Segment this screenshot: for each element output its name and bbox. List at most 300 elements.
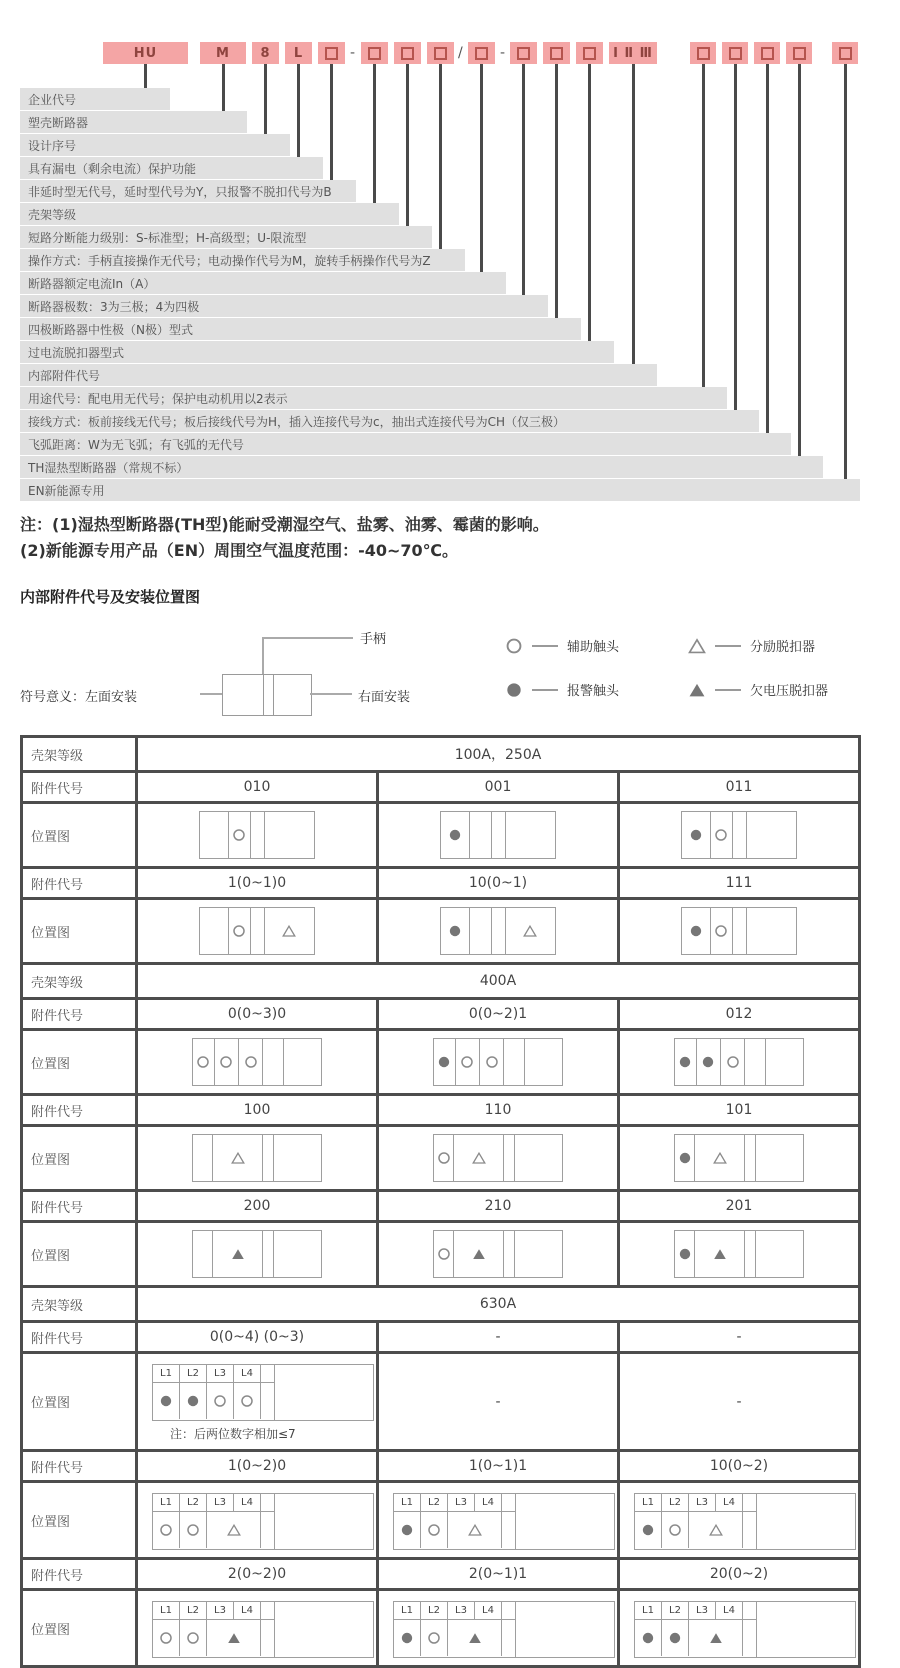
alarm-contact-icon xyxy=(448,924,462,938)
diagram-cell xyxy=(193,1135,213,1181)
accessory-code-row xyxy=(22,1322,860,1353)
code-label-text: 非延时型无代号，延时型代号为Y，只报警不脱扣代号为B xyxy=(28,184,332,199)
diagram-cell xyxy=(207,1383,234,1419)
alarm-contact-icon xyxy=(400,1523,414,1537)
leader-line xyxy=(844,64,847,479)
shunt-release-icon xyxy=(713,1151,727,1165)
position-diagram-cell xyxy=(137,1482,378,1559)
code-box-square xyxy=(468,42,495,64)
undervoltage-release-icon xyxy=(688,681,706,699)
code-placeholder-square-icon xyxy=(550,47,563,60)
code-box: M xyxy=(200,42,246,64)
pole-label: L2 xyxy=(421,1602,448,1619)
diagram-cell xyxy=(504,1135,514,1181)
position-diagram-cell xyxy=(378,1126,619,1191)
pole-label: L2 xyxy=(180,1365,207,1382)
accessory-table-body xyxy=(22,737,860,1667)
code-label-text: 用途代号：配电用无代号；保护电动机用以2表示 xyxy=(28,391,288,406)
diagram-cell xyxy=(454,1135,504,1181)
code-label-text: 飞弧距离：W为无飞弧；有飞弧的无代号 xyxy=(28,437,244,452)
pole-label: L2 xyxy=(421,1494,448,1511)
accessory-code-cell: 10(0~2) xyxy=(619,1451,860,1482)
code-placeholder-square-icon xyxy=(475,47,488,60)
alarm-contact-icon xyxy=(689,924,703,938)
aux-contact-icon xyxy=(159,1631,173,1645)
diagram-cell xyxy=(421,1620,448,1656)
pole-label: L4 xyxy=(716,1602,743,1619)
position-row xyxy=(22,1482,860,1559)
accessory-code-label: 附件代号 xyxy=(22,1559,137,1590)
position-diagram-cell xyxy=(378,1590,619,1667)
accessory-code-cell: 10(0~1) xyxy=(378,868,619,899)
diagram-cell xyxy=(274,1135,321,1181)
code-box-square xyxy=(394,42,421,64)
diagram-cell xyxy=(506,812,555,858)
leader-line xyxy=(632,64,635,364)
accessory-code-cell: 001 xyxy=(378,772,619,803)
accessory-code-cell: 111 xyxy=(619,868,860,899)
diagram-cell xyxy=(213,1135,263,1181)
position-diagram-cell xyxy=(137,1030,378,1095)
pole-label: L4 xyxy=(234,1494,261,1511)
handle-leader-line xyxy=(263,637,353,639)
accessory-code-cell: 100 xyxy=(137,1095,378,1126)
position-diagram-cell xyxy=(137,899,378,964)
accessory-code-cell: 012 xyxy=(619,999,860,1030)
diagram-cell xyxy=(756,1135,803,1181)
frame-level-label: 壳架等级 xyxy=(22,964,137,999)
alarm-contact-icon xyxy=(678,1055,692,1069)
pole-label: L3 xyxy=(207,1365,234,1382)
position-diagram xyxy=(199,907,315,955)
leader-line xyxy=(766,64,769,433)
diagram-cell xyxy=(434,1135,454,1181)
aux-contact-icon xyxy=(485,1055,499,1069)
note-line-2: (2)新能源专用产品（EN）周围空气温度范围：-40~70℃。 xyxy=(20,541,459,560)
pole-label: L4 xyxy=(475,1602,502,1619)
code-box-square xyxy=(427,42,454,64)
accessory-code-cell: 2(0~1)1 xyxy=(378,1559,619,1590)
undervoltage-release-icon xyxy=(713,1247,727,1261)
aux-contact-icon xyxy=(427,1631,441,1645)
frame-level-row xyxy=(22,1287,860,1322)
diagram-cell xyxy=(515,1135,562,1181)
diagram-cell xyxy=(506,908,555,954)
legend-item-label: 欠电压脱扣器 xyxy=(750,684,829,699)
position-row xyxy=(22,1353,860,1451)
position-diagram xyxy=(440,907,556,955)
diagram-cell xyxy=(635,1620,662,1656)
code-label-bar xyxy=(20,134,290,156)
code-label-text: EN新能源专用 xyxy=(28,483,105,498)
aux-contact-icon xyxy=(505,637,523,655)
frame-level-label: 壳架等级 xyxy=(22,1287,137,1322)
leader-line xyxy=(798,64,801,456)
note-line-1: 注：(1)湿热型断路器(TH型)能耐受潮湿空气、盐雾、油雾、霉菌的影响。 xyxy=(20,515,549,534)
shunt-release-icon xyxy=(282,924,296,938)
leader-line xyxy=(222,64,225,111)
code-box: L xyxy=(285,42,312,64)
position-label: 位置图 xyxy=(22,1126,137,1191)
code-label-text: 断路器极数：3为三极；4为四极 xyxy=(28,299,200,314)
code-placeholder-square-icon xyxy=(839,47,852,60)
legend-dash-line xyxy=(715,645,741,647)
accessory-code-cell: 200 xyxy=(137,1191,378,1222)
position-diagram xyxy=(152,1364,374,1421)
accessory-code-label: 附件代号 xyxy=(22,1191,137,1222)
undervoltage-release-icon xyxy=(468,1631,482,1645)
alarm-contact-icon xyxy=(678,1247,692,1261)
code-box-square xyxy=(722,42,748,64)
pole-label: L1 xyxy=(153,1602,180,1619)
code-box-square xyxy=(690,42,716,64)
alarm-contact-icon xyxy=(505,681,523,699)
handle-label: 手柄 xyxy=(360,632,387,647)
aux-contact-icon xyxy=(460,1055,474,1069)
code-box-square xyxy=(832,42,858,64)
position-diagram xyxy=(681,811,797,859)
alarm-contact-icon xyxy=(668,1631,682,1645)
leader-line xyxy=(330,64,333,180)
aux-contact-icon xyxy=(437,1247,451,1261)
pole-label: L4 xyxy=(716,1494,743,1511)
position-label: 位置图 xyxy=(22,1482,137,1559)
accessory-code-row xyxy=(22,1191,860,1222)
diagram-cell xyxy=(456,1039,480,1085)
code-box-square xyxy=(754,42,780,64)
accessory-code-row xyxy=(22,868,860,899)
pole-label: L2 xyxy=(180,1602,207,1619)
diagram-cell xyxy=(180,1620,207,1656)
diagram-cell xyxy=(492,908,506,954)
diagram-cell xyxy=(504,1231,514,1277)
position-diagram-cell xyxy=(137,1126,378,1191)
accessory-code-cell: 0(0~4) (0~3) xyxy=(137,1322,378,1353)
diagram-cell xyxy=(180,1383,207,1419)
position-diagram xyxy=(393,1493,615,1550)
position-diagram xyxy=(433,1230,563,1278)
code-label-bar xyxy=(20,341,614,363)
accessory-code-cell: - xyxy=(378,1322,619,1353)
diagram-cell xyxy=(229,908,252,954)
pole-label: L2 xyxy=(662,1494,689,1511)
code-label-bar xyxy=(20,456,823,478)
code-box: HU xyxy=(103,42,188,64)
accessory-code-row xyxy=(22,999,860,1030)
pole-label: L1 xyxy=(153,1365,180,1382)
code-box-square xyxy=(318,42,345,64)
code-placeholder-square-icon xyxy=(325,47,338,60)
position-diagram-cell xyxy=(378,899,619,964)
position-diagram-cell xyxy=(137,1353,378,1451)
legend-dash-line xyxy=(715,689,741,691)
code-label-bar xyxy=(20,249,465,271)
position-diagram-cell xyxy=(378,1482,619,1559)
code-placeholder-square-icon xyxy=(761,47,774,60)
code-label-text: 过电流脱扣器型式 xyxy=(28,345,125,360)
undervoltage-release-icon xyxy=(709,1631,723,1645)
diagram-cell xyxy=(263,1039,283,1085)
pole-label: L3 xyxy=(207,1602,234,1619)
diagram-cell xyxy=(525,1039,562,1085)
code-label-text: 四极断路器中性极（N极）型式 xyxy=(28,322,193,337)
legend-item-label: 辅助触头 xyxy=(567,640,620,655)
position-diagram xyxy=(152,1601,374,1658)
accessory-table xyxy=(20,735,861,1668)
code-separator: / xyxy=(458,45,463,61)
diagram-cell xyxy=(200,908,229,954)
code-label-text: TH湿热型断路器（常规不标） xyxy=(28,460,189,475)
diagram-cell xyxy=(263,1135,273,1181)
legend-item xyxy=(505,636,619,655)
diagram-cell xyxy=(745,1039,765,1085)
pole-label: L1 xyxy=(635,1494,662,1511)
position-diagram-cell xyxy=(378,803,619,868)
position-diagram xyxy=(192,1134,322,1182)
accessory-code-label: 附件代号 xyxy=(22,1451,137,1482)
diagram-cell xyxy=(434,1231,454,1277)
diagram-cell xyxy=(193,1039,215,1085)
code-label-bar xyxy=(20,226,432,248)
code-label-bar xyxy=(20,88,170,110)
code-label-bar xyxy=(20,479,860,501)
position-label: 位置图 xyxy=(22,899,137,964)
code-label-text: 接线方式：板前接线无代号；板后接线代号为H，插入连接代号为c，抽出式连接代号为CH（仅三极） xyxy=(28,414,566,429)
diagram-cell xyxy=(689,1512,743,1548)
aux-contact-icon xyxy=(232,828,246,842)
code-label-bar xyxy=(20,272,506,294)
diagram-cell xyxy=(492,812,506,858)
position-label: 位置图 xyxy=(22,1353,137,1451)
leader-line xyxy=(439,64,442,249)
accessory-code-label: 附件代号 xyxy=(22,1095,137,1126)
code-label-bar xyxy=(20,203,399,225)
code-placeholder-square-icon xyxy=(697,47,710,60)
diagram-cell xyxy=(229,812,252,858)
code-label-bar xyxy=(20,111,247,133)
aux-contact-icon xyxy=(232,924,246,938)
alarm-contact-icon xyxy=(159,1394,173,1408)
diagram-cell xyxy=(695,1135,745,1181)
diagram-cell xyxy=(747,812,796,858)
diagram-cell xyxy=(274,1231,321,1277)
leader-line xyxy=(406,64,409,226)
position-row xyxy=(22,1030,860,1095)
diagram-cell xyxy=(153,1512,180,1548)
position-diagram-cell: - xyxy=(378,1353,619,1451)
alarm-contact-icon xyxy=(400,1631,414,1645)
position-diagram xyxy=(674,1134,804,1182)
position-diagram xyxy=(440,811,556,859)
aux-contact-icon xyxy=(159,1523,173,1537)
accessory-code-label: 附件代号 xyxy=(22,1322,137,1353)
section-title: 内部附件代号及安装位置图 xyxy=(20,588,201,606)
code-placeholder-square-icon xyxy=(401,47,414,60)
pole-label: L3 xyxy=(689,1602,716,1619)
diagram-cell xyxy=(745,1135,755,1181)
accessory-code-cell: 0(0~2)1 xyxy=(378,999,619,1030)
diagram-cell xyxy=(675,1039,697,1085)
position-diagram xyxy=(674,1230,804,1278)
code-label-text: 设计序号 xyxy=(28,138,77,153)
position-diagram xyxy=(674,1038,804,1086)
diagram-cell xyxy=(234,1383,261,1419)
diagram-cell xyxy=(193,1231,213,1277)
aux-contact-icon xyxy=(186,1631,200,1645)
pole-label: L3 xyxy=(207,1494,234,1511)
position-diagram xyxy=(152,1493,374,1550)
code-label-bar xyxy=(20,295,548,317)
diagram-cell xyxy=(200,812,229,858)
shunt-release-icon xyxy=(231,1151,245,1165)
code-label-bar xyxy=(20,410,759,432)
code-box-square xyxy=(510,42,537,64)
position-diagram-cell xyxy=(137,1590,378,1667)
diagram-cell xyxy=(662,1512,689,1548)
shunt-release-icon xyxy=(227,1523,241,1537)
right-install-line xyxy=(310,693,352,695)
position-diagram-cell xyxy=(619,1482,860,1559)
position-label: 位置图 xyxy=(22,1222,137,1287)
frame-level-label: 壳架等级 xyxy=(22,737,137,772)
position-diagram xyxy=(433,1038,563,1086)
position-diagram-cell xyxy=(378,1222,619,1287)
diagram-cell xyxy=(470,812,493,858)
undervoltage-release-icon xyxy=(231,1247,245,1261)
diagram-cell xyxy=(695,1231,745,1277)
frame-level-row xyxy=(22,964,860,999)
aux-contact-icon xyxy=(427,1523,441,1537)
undervoltage-release-icon xyxy=(227,1631,241,1645)
diagram-cell xyxy=(441,812,470,858)
frame-level-value: 400A xyxy=(137,964,860,999)
code-label-bar xyxy=(20,364,657,386)
code-placeholder-square-icon xyxy=(729,47,742,60)
leader-line xyxy=(588,64,591,341)
legend-item xyxy=(688,636,815,655)
shunt-release-icon xyxy=(709,1523,723,1537)
pole-label: L1 xyxy=(635,1602,662,1619)
diagram-cell xyxy=(721,1039,745,1085)
diagram-cell xyxy=(421,1512,448,1548)
aux-contact-icon xyxy=(186,1523,200,1537)
diagram-cell xyxy=(239,1039,263,1085)
code-label-text: 断路器额定电流In（A） xyxy=(28,276,156,291)
diagram-cell xyxy=(635,1512,662,1548)
position-label: 位置图 xyxy=(22,1030,137,1095)
position-diagram-cell xyxy=(137,803,378,868)
pole-label: L3 xyxy=(448,1602,475,1619)
shunt-release-icon xyxy=(472,1151,486,1165)
diagram-cell xyxy=(153,1383,180,1419)
accessory-code-cell: 1(0~1)1 xyxy=(378,1451,619,1482)
pole-label: L1 xyxy=(153,1494,180,1511)
position-diagram-cell xyxy=(137,1222,378,1287)
aux-contact-icon xyxy=(240,1394,254,1408)
accessory-code-cell: - xyxy=(619,1322,860,1353)
legend xyxy=(0,620,900,730)
code-placeholder-square-icon xyxy=(793,47,806,60)
diagram-cell xyxy=(733,812,747,858)
code-label-text: 壳架等级 xyxy=(28,207,77,222)
code-box: Ⅰ Ⅱ Ⅲ xyxy=(609,42,657,64)
code-label-text: 内部附件代号 xyxy=(28,368,101,383)
code-placeholder-square-icon xyxy=(517,47,530,60)
diagram-cell xyxy=(675,1135,695,1181)
position-diagram xyxy=(681,907,797,955)
code-placeholder-square-icon xyxy=(434,47,447,60)
code-label-bar xyxy=(20,157,323,179)
leader-line xyxy=(297,64,300,157)
aux-contact-icon xyxy=(714,924,728,938)
alarm-contact-icon xyxy=(641,1523,655,1537)
legend-item xyxy=(505,680,619,699)
leader-line xyxy=(480,64,483,272)
diagram-cell xyxy=(675,1231,695,1277)
position-diagram xyxy=(634,1601,856,1658)
accessory-code-label: 附件代号 xyxy=(22,772,137,803)
diagram-note: 注：后两位数字相加≤7 xyxy=(170,1427,296,1441)
diagram-cell xyxy=(434,1039,456,1085)
diagram-cell xyxy=(682,812,711,858)
aux-contact-icon xyxy=(668,1523,682,1537)
diagram-cell xyxy=(153,1620,180,1656)
left-install-line xyxy=(200,693,222,695)
breaker-sketch xyxy=(222,674,312,716)
accessory-code-cell: 2(0~2)0 xyxy=(137,1559,378,1590)
pole-label: L4 xyxy=(234,1365,261,1382)
code-label-bar xyxy=(20,387,727,409)
position-diagram xyxy=(199,811,315,859)
code-box-square xyxy=(786,42,812,64)
pole-label: L3 xyxy=(689,1494,716,1511)
code-label-text: 操作方式：手柄直接操作无代号；电动操作代号为M，旋转手柄操作代号为Z xyxy=(28,253,431,268)
aux-contact-icon xyxy=(196,1055,210,1069)
accessory-code-cell: 011 xyxy=(619,772,860,803)
code-label-text: 塑壳断路器 xyxy=(28,115,89,130)
accessory-code-cell: 010 xyxy=(137,772,378,803)
accessory-code-row xyxy=(22,772,860,803)
aux-contact-icon xyxy=(437,1151,451,1165)
handle-leader-line-vertical xyxy=(262,637,264,674)
position-row xyxy=(22,1126,860,1191)
diagram-cell xyxy=(682,908,711,954)
position-row xyxy=(22,899,860,964)
aux-contact-icon xyxy=(213,1394,227,1408)
diagram-cell xyxy=(747,908,796,954)
diagram-cell xyxy=(697,1039,721,1085)
diagram-cell xyxy=(454,1231,504,1277)
diagram-cell xyxy=(213,1231,263,1277)
shunt-release-icon xyxy=(523,924,537,938)
pole-label: L4 xyxy=(475,1494,502,1511)
leader-line xyxy=(522,64,525,295)
diagram-cell xyxy=(284,1039,321,1085)
accessory-code-cell: 20(0~2) xyxy=(619,1559,860,1590)
alarm-contact-icon xyxy=(437,1055,451,1069)
diagram-cell xyxy=(180,1512,207,1548)
alarm-contact-icon xyxy=(678,1151,692,1165)
code-placeholder-square-icon xyxy=(583,47,596,60)
pole-label: L4 xyxy=(234,1602,261,1619)
diagram-cell xyxy=(265,812,314,858)
leader-line xyxy=(264,64,267,134)
position-diagram xyxy=(192,1038,322,1086)
code-label-bar xyxy=(20,180,356,202)
code-box-square xyxy=(543,42,570,64)
frame-level-row xyxy=(22,737,860,772)
aux-contact-icon xyxy=(244,1055,258,1069)
